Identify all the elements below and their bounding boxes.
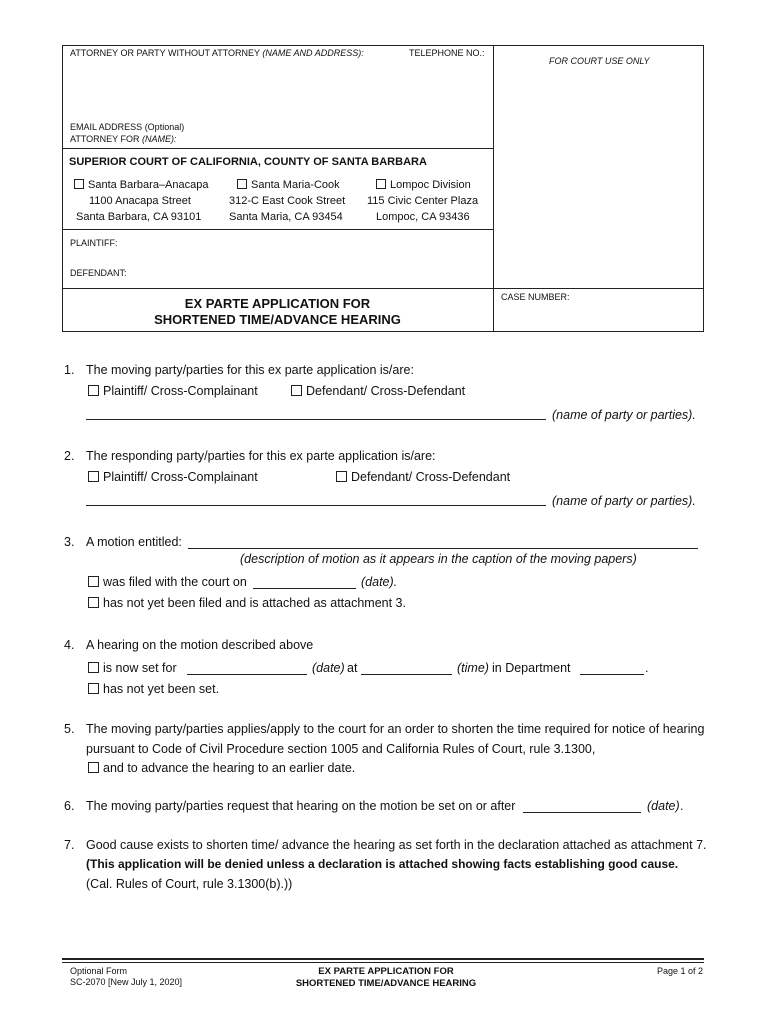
item-2-label-defendant: Defendant/ Cross-Defendant xyxy=(351,470,511,484)
location-santa-maria-name xyxy=(237,177,345,193)
plaintiff-field[interactable] xyxy=(116,234,488,250)
case-number-field[interactable] xyxy=(498,304,700,328)
item-2-label-plaintiff: Plaintiff/ Cross-Complainant xyxy=(103,470,258,484)
item-1-number: 1. xyxy=(64,363,75,377)
item-5-number: 5. xyxy=(64,722,75,736)
item-3-label-not-filed: has not yet been filed and is attached as attachment 3. xyxy=(103,596,406,610)
court-section-bottom xyxy=(62,229,493,230)
item-2-hint: (name of party or parties). xyxy=(552,494,696,508)
item-7-warning: (This application will be denied unless a declaration is attached showing facts establishing good cause. xyxy=(86,857,679,871)
attorney-section-bottom xyxy=(62,148,493,149)
item-5-line2: pursuant to Code of Civil Procedure section 1005 and California Rules of Court, rule 3.1300, xyxy=(86,742,596,756)
item-4-period: . xyxy=(645,661,649,675)
item-3-option-filed[interactable] xyxy=(88,575,247,589)
telephone-label: TELEPHONE NO.: xyxy=(409,48,485,58)
item-5-checkbox-advance[interactable] xyxy=(88,762,99,773)
item-1-option-defendant[interactable] xyxy=(291,384,465,398)
hearing-time-line[interactable] xyxy=(361,661,452,675)
footer-title xyxy=(262,966,510,990)
item-1-option-plaintiff[interactable] xyxy=(88,384,258,398)
item-5-label-advance: and to advance the hearing to an earlier date. xyxy=(103,761,356,775)
court-title: SUPERIOR COURT OF CALIFORNIA, COUNTY OF SANTA BARBARA xyxy=(69,156,427,168)
attorney-label xyxy=(70,48,364,58)
item-2-option-plaintiff[interactable] xyxy=(88,470,258,484)
defendant-label: DEFENDANT: xyxy=(70,268,127,278)
location-lompoc-street: 115 Civic Center Plaza xyxy=(367,195,479,207)
footer-title-line1: EX PARTE APPLICATION FOR xyxy=(318,966,454,977)
item-1-label-plaintiff: Plaintiff/ Cross-Complainant xyxy=(103,384,258,398)
location-lompoc-label: Lompoc Division xyxy=(390,179,471,191)
form-title-line2: SHORTENED TIME/ADVANCE HEARING xyxy=(154,312,401,327)
attorney-for-italic: (NAME): xyxy=(142,134,177,144)
item-4-time-hint: (time) xyxy=(457,661,489,675)
location-santa-maria-street: 312-C East Cook Street xyxy=(229,195,346,207)
item-4-date-hint: (date) xyxy=(312,661,345,675)
location-lompoc xyxy=(367,177,478,225)
item-1-checkbox-plaintiff[interactable] xyxy=(88,385,99,396)
item-3-date-hint: (date). xyxy=(361,575,398,589)
item-2-checkbox-plaintiff[interactable] xyxy=(88,471,99,482)
item-4-checkbox-set[interactable] xyxy=(88,662,99,673)
item-1-text: The moving party/parties for this ex parte application is/are: xyxy=(86,363,414,377)
footer-title-line2: SHORTENED TIME/ADVANCE HEARING xyxy=(295,978,477,989)
item-3-option-not-filed[interactable] xyxy=(88,596,406,610)
footer-rule-bottom xyxy=(62,962,704,963)
location-santa-barbara-street: 1100 Anacapa Street xyxy=(89,195,191,207)
location-lompoc-city: Lompoc, CA 93436 xyxy=(376,211,470,223)
item-2-name-line[interactable] xyxy=(86,493,546,506)
location-santa-barbara-name xyxy=(74,177,208,193)
footer-form-id: SC-2070 [New July 1, 2020] xyxy=(70,977,183,987)
parties-section-bottom xyxy=(62,288,704,289)
motion-title-line[interactable] xyxy=(188,535,698,549)
item-4-label-set: is now set for xyxy=(103,661,177,675)
plaintiff-label: PLAINTIFF: xyxy=(70,238,118,248)
footer-optional-form: Optional Form xyxy=(70,966,128,976)
item-4-checkbox-not-set[interactable] xyxy=(88,683,99,694)
item-6-date-hint: (date) xyxy=(647,799,680,813)
item-1-name-line[interactable] xyxy=(86,407,546,420)
hearing-department-line[interactable] xyxy=(580,661,644,675)
location-lompoc-name xyxy=(376,177,478,193)
attorney-label-text: ATTORNEY OR PARTY WITHOUT ATTORNEY xyxy=(70,48,260,58)
attorney-for-label xyxy=(70,134,177,144)
email-label: EMAIL ADDRESS (Optional) xyxy=(70,122,185,132)
item-4-dept: in Department xyxy=(492,661,571,675)
item-2-number: 2. xyxy=(64,449,75,463)
hearing-date-line[interactable] xyxy=(187,661,307,675)
location-santa-maria xyxy=(229,177,345,225)
item-1-hint: (name of party or parties). xyxy=(552,408,696,422)
attorney-for-text: ATTORNEY FOR xyxy=(70,134,140,144)
form-title xyxy=(62,296,493,328)
location-santa-barbara-city: Santa Barbara, CA 93101 xyxy=(76,211,202,223)
location-santa-barbara xyxy=(72,177,208,225)
item-7-line3: (Cal. Rules of Court, rule 3.1300(b).)) xyxy=(86,877,293,891)
item-1-checkbox-defendant[interactable] xyxy=(291,385,302,396)
footer-page-number: Page 1 of 2 xyxy=(657,966,704,976)
item-6-period: . xyxy=(680,799,684,813)
location-santa-barbara-label: Santa Barbara–Anacapa xyxy=(88,179,209,191)
item-3-label-filed: was filed with the court on xyxy=(103,575,247,589)
item-4-at: at xyxy=(347,661,358,675)
case-number-label: CASE NUMBER: xyxy=(501,292,570,302)
item-2-option-defendant[interactable] xyxy=(336,470,510,484)
attorney-label-italic: (NAME AND ADDRESS): xyxy=(262,48,364,58)
item-7-line1: Good cause exists to shorten time/ advance the hearing as set forth in the declaration attached as attachment 7. xyxy=(86,838,707,852)
item-7-number: 7. xyxy=(64,838,75,852)
item-4-number: 4. xyxy=(64,638,75,652)
checkbox-lompoc[interactable] xyxy=(376,179,386,189)
footer-rule-top xyxy=(62,958,704,960)
item-1-label-defendant: Defendant/ Cross-Defendant xyxy=(306,384,466,398)
defendant-field[interactable] xyxy=(126,264,488,280)
item-6-date-line[interactable] xyxy=(523,799,641,813)
form-title-line1: EX PARTE APPLICATION FOR xyxy=(184,296,371,311)
item-2-checkbox-defendant[interactable] xyxy=(336,471,347,482)
court-use-label: FOR COURT USE ONLY xyxy=(549,56,650,66)
item-4-label-not-set: has not yet been set. xyxy=(103,682,220,696)
item-3-checkbox-not-filed[interactable] xyxy=(88,597,99,608)
item-4-text: A hearing on the motion described above xyxy=(86,638,314,652)
attorney-name-address-field[interactable] xyxy=(66,60,490,118)
checkbox-santa-maria[interactable] xyxy=(237,179,247,189)
item-4-option-set[interactable] xyxy=(88,661,177,675)
item-6-text: The moving party/parties request that hearing on the motion be set on or after xyxy=(86,799,516,813)
item-3-number: 3. xyxy=(64,535,75,549)
item-5-line1: The moving party/parties applies/apply to the court for an order to shorten the time required for notice of hearing xyxy=(86,722,705,736)
filed-date-line[interactable] xyxy=(253,575,356,589)
location-santa-maria-label: Santa Maria-Cook xyxy=(251,179,340,191)
item-3-checkbox-filed[interactable] xyxy=(88,576,99,587)
item-2-text: The responding party/parties for this ex parte application is/are: xyxy=(86,449,436,463)
item-3-text: A motion entitled: xyxy=(86,535,182,549)
item-4-option-not-set[interactable] xyxy=(88,682,219,696)
item-6-number: 6. xyxy=(64,799,75,813)
item-3-caption-hint: (description of motion as it appears in the caption of the moving papers) xyxy=(240,552,637,566)
checkbox-santa-barbara[interactable] xyxy=(74,179,84,189)
location-santa-maria-city: Santa Maria, CA 93454 xyxy=(229,211,343,223)
item-5-option-advance[interactable] xyxy=(88,761,355,775)
